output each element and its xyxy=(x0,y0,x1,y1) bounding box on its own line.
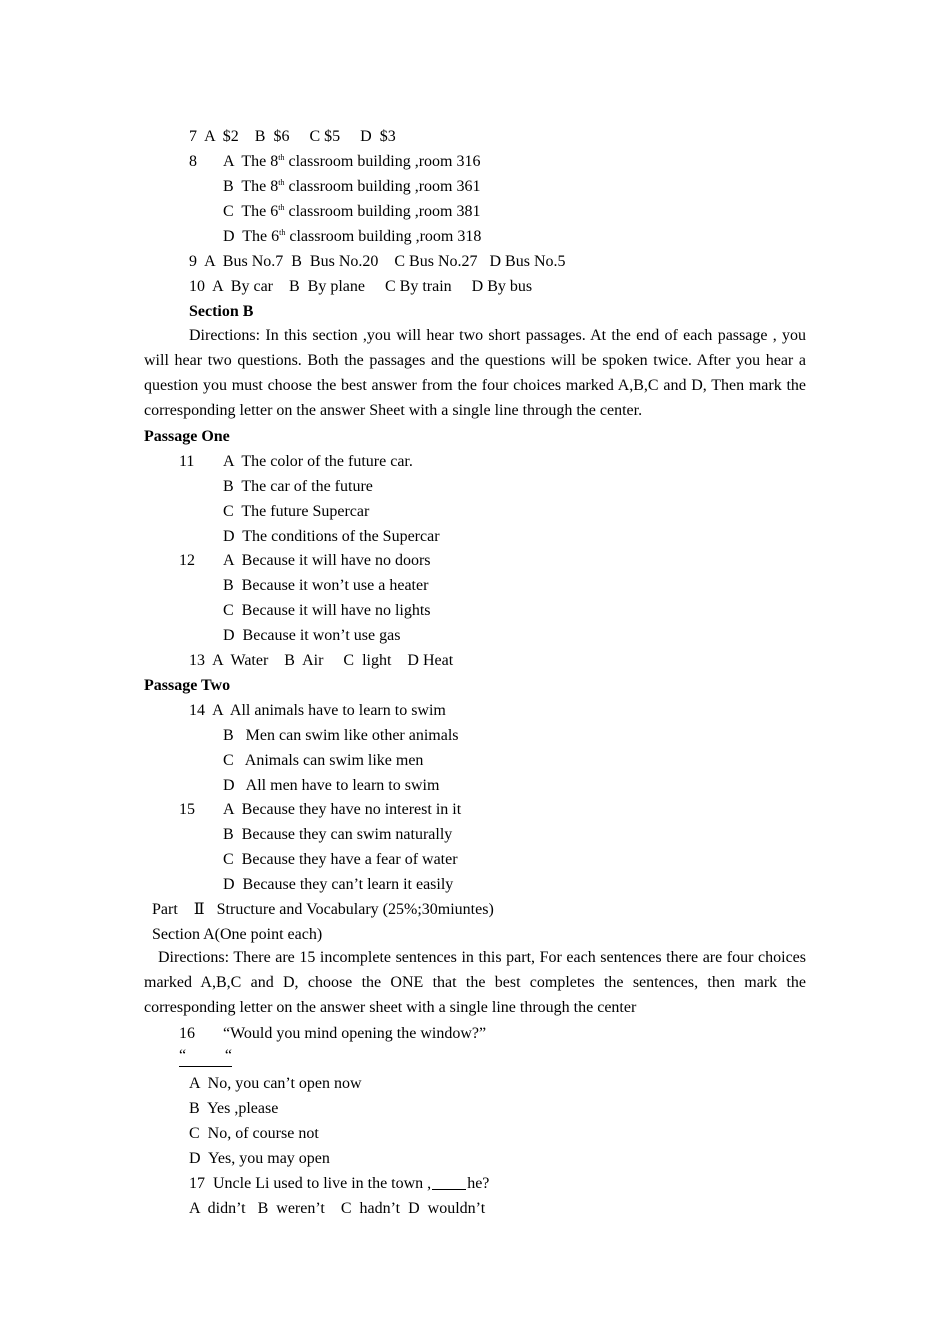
question-11-number: 11 xyxy=(179,453,195,470)
question-14-option-a: 14 A All animals have to learn to swim xyxy=(189,702,446,719)
question-7: 7 A $2 B $6 C $5 D $3 xyxy=(189,128,396,145)
question-12-option-c: C Because it will have no lights xyxy=(223,602,431,619)
question-15-option-b: B Because they can swim naturally xyxy=(223,826,453,843)
section-b-heading: Section B xyxy=(189,303,254,320)
question-14-option-c: C Animals can swim like men xyxy=(223,752,424,769)
quote-open: “ xyxy=(179,1047,187,1064)
question-11-option-d: D The conditions of the Supercar xyxy=(223,528,440,545)
question-15-option-c: C Because they have a fear of water xyxy=(223,851,458,868)
question-15-option-d: D Because they can’t learn it easily xyxy=(223,876,454,893)
question-8-number: 8 xyxy=(189,153,197,170)
question-12-option-a: A Because it will have no doors xyxy=(223,552,431,569)
question-12-option-d: D Because it won’t use gas xyxy=(223,627,401,644)
question-10: 10 A By car B By plane C By train D By bus xyxy=(189,278,533,295)
question-8-option-d: D The 6th classroom building ,room 318 xyxy=(223,228,482,245)
question-17-text: 17 Uncle Li used to live in the town , he? xyxy=(189,1175,490,1192)
question-15-option-a: A Because they have no interest in it xyxy=(223,801,462,818)
passage-two-heading: Passage Two xyxy=(144,677,231,694)
part-two-heading: Part Ⅱ Structure and Vocabulary (25%;30miuntes) xyxy=(152,901,494,918)
question-8-option-b: B The 8th classroom building ,room 361 xyxy=(223,178,481,195)
part-two-directions: Directions: There are 15 incomplete sentences in this part, For each sentences there are four choices marked A,B,C and D, choose the ONE that the best completes the sentences, then mark the corresponding letter on the answer sheet with a single line through the center xyxy=(144,949,806,1016)
question-16-option-c: C No, of course not xyxy=(189,1125,319,1142)
question-16-option-d: D Yes, you may open xyxy=(189,1150,330,1167)
question-11-option-a: A The color of the future car. xyxy=(223,453,413,470)
question-8-option-c: C The 6th classroom building ,room 381 xyxy=(223,203,481,220)
question-15-number: 15 xyxy=(179,801,195,818)
question-9: 9 A Bus No.7 B Bus No.20 C Bus No.27 D Bus No.5 xyxy=(189,253,566,270)
question-16-text: “Would you mind opening the window?” xyxy=(223,1025,487,1042)
question-12-option-b: B Because it won’t use a heater xyxy=(223,577,429,594)
question-12-number: 12 xyxy=(179,552,195,569)
question-11-option-c: C The future Supercar xyxy=(223,503,370,520)
question-14-option-d: D All men have to learn to swim xyxy=(223,777,440,794)
question-17-options: A didn’t B weren’t C hadn’t D wouldn’t xyxy=(189,1200,486,1217)
question-11-option-b: B The car of the future xyxy=(223,478,373,495)
passage-one-heading: Passage One xyxy=(144,428,230,445)
question-13: 13 A Water B Air C light D Heat xyxy=(189,652,454,669)
question-16-option-a: A No, you can’t open now xyxy=(189,1075,362,1092)
question-14-option-b: B Men can swim like other animals xyxy=(223,727,459,744)
answer-blank xyxy=(432,1175,466,1190)
question-16-number: 16 xyxy=(179,1025,195,1042)
question-16-answer-blank xyxy=(179,1047,232,1067)
question-8-option-a: A The 8th classroom building ,room 316 xyxy=(223,153,481,170)
question-16-option-b: B Yes ,please xyxy=(189,1100,279,1117)
section-b-directions: Directions: In this section ,you will hear two short passages. At the end of each passage , you will hear two questions. Both the passages and the questions will be spoken twice. After you hear a question you must choose the best answer from the four choices marked A,B,C and D, Then mark the corresponding letter on the answer Sheet with a single line through the center. xyxy=(144,327,806,419)
quote-close: “ xyxy=(224,1047,232,1064)
part-two-section-a: Section A(One point each) xyxy=(152,926,323,943)
